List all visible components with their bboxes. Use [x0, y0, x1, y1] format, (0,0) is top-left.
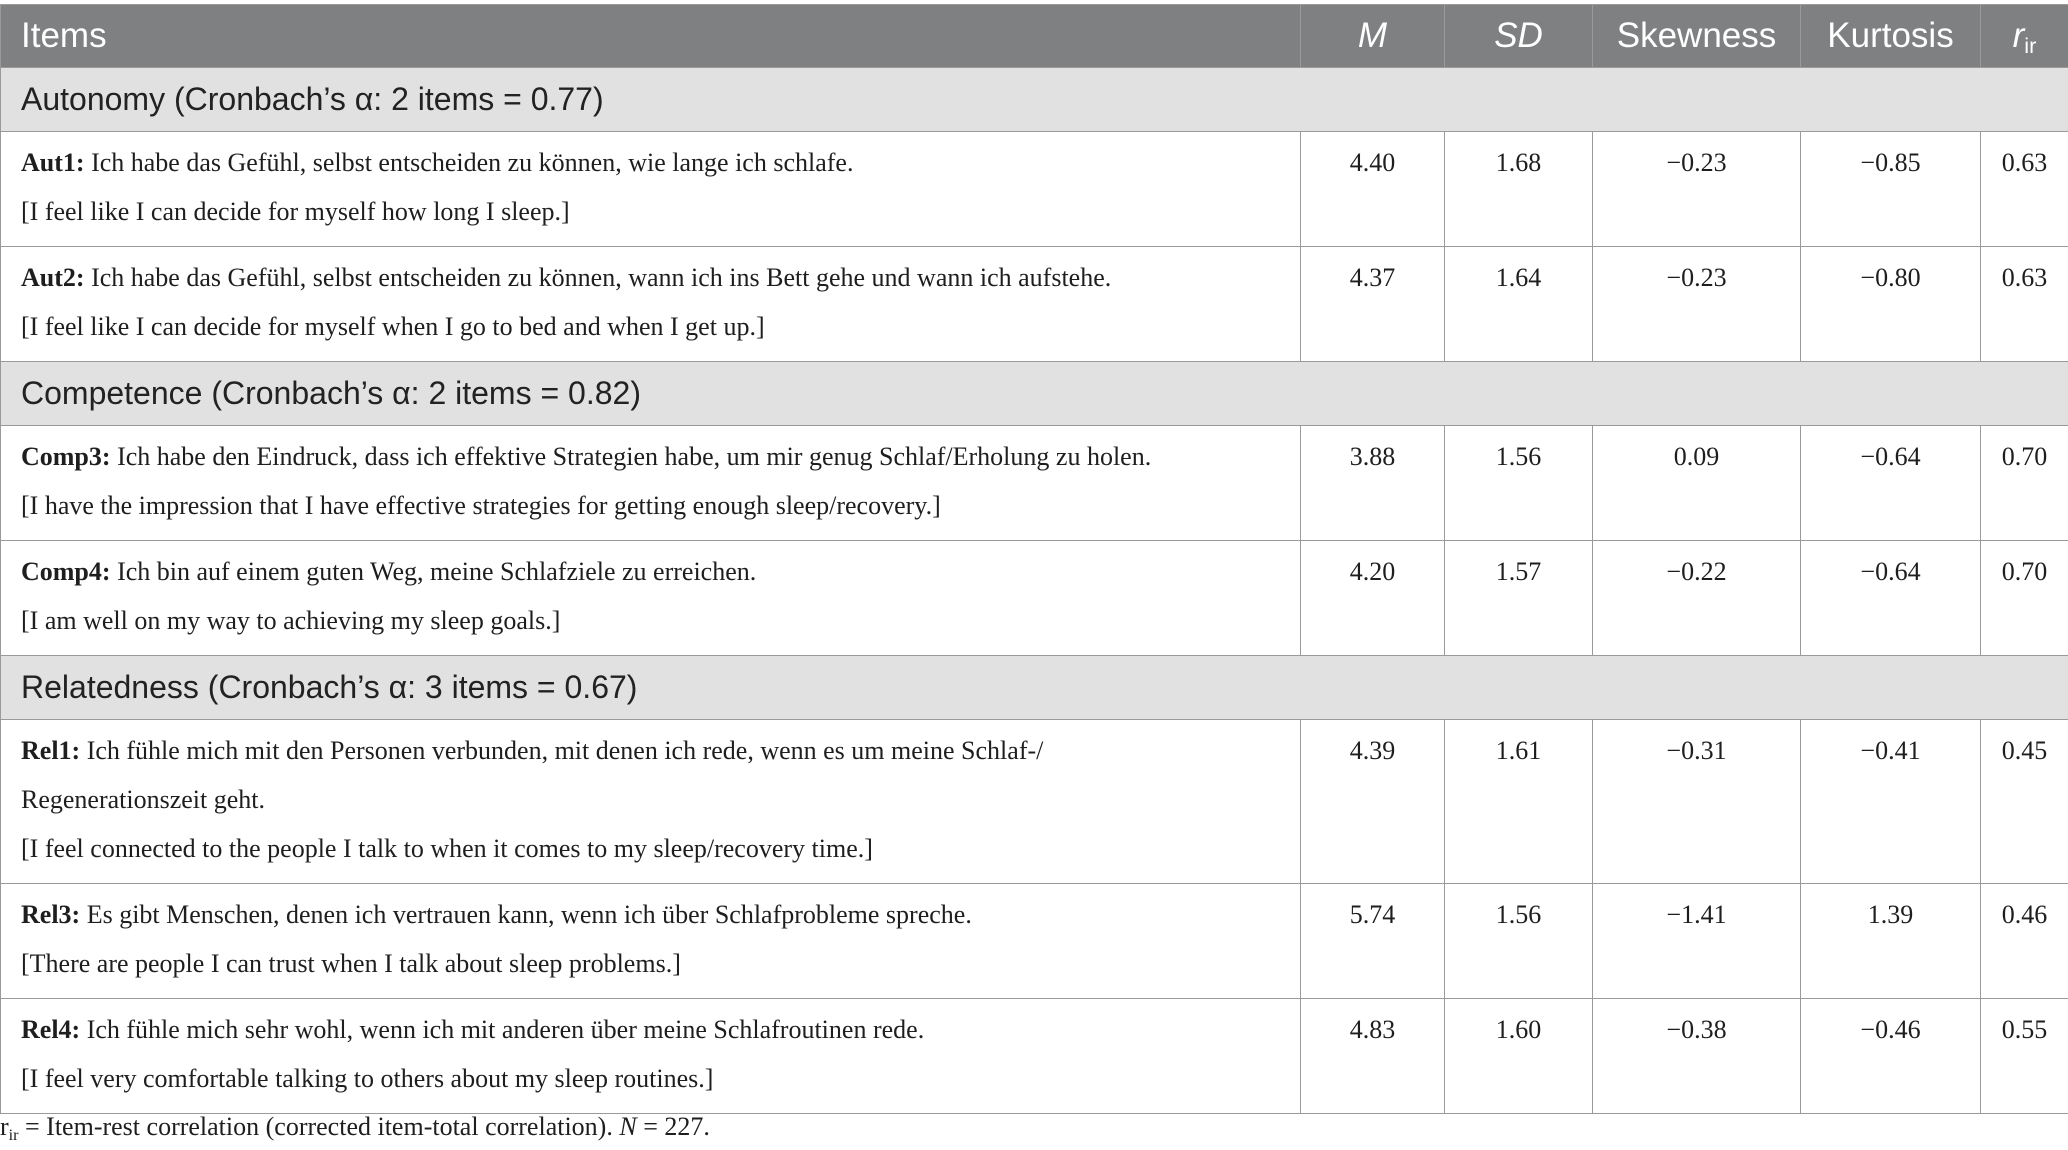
item-code: Rel1:	[21, 736, 81, 765]
item-text-cell	[1, 541, 1301, 656]
table-header	[1, 5, 2068, 68]
table-footnote	[0, 1112, 710, 1142]
item-text-cell	[1, 720, 1301, 884]
section-title: Relatedness (Cronbach’s α: 3 items = 0.67)	[1, 656, 2068, 720]
footnote-text: = Item-rest correlation (corrected item-total correlation).	[18, 1112, 620, 1141]
cell-skewness: −0.23	[1593, 132, 1801, 247]
cell-mean: 5.74	[1301, 884, 1445, 999]
header-mean	[1301, 5, 1445, 68]
section-row-relatedness	[1, 656, 2068, 720]
item-english: [There are people I can trust when I talk about sleep problems.]	[21, 949, 681, 978]
item-statistics-table	[0, 4, 2068, 1114]
cell-kurtosis: −0.64	[1801, 426, 1981, 541]
item-text-cell	[1, 426, 1301, 541]
cell-mean: 4.39	[1301, 720, 1445, 884]
table-container	[0, 4, 2068, 1114]
cell-kurtosis: −0.80	[1801, 247, 1981, 362]
item-english: [I am well on my way to achieving my sleep goals.]	[21, 606, 561, 635]
item-german: Ich habe den Eindruck, dass ich effektive Strategien habe, um mir genug Schlaf/Erholung zu holen.	[117, 442, 1152, 471]
header-mean-label: M	[1357, 16, 1388, 55]
cell-sd: 1.64	[1445, 247, 1593, 362]
section-row-competence	[1, 362, 2068, 426]
table-row-aut1	[1, 132, 2068, 247]
cell-kurtosis: −0.64	[1801, 541, 1981, 656]
cell-skewness: 0.09	[1593, 426, 1801, 541]
cell-kurtosis: −0.85	[1801, 132, 1981, 247]
cell-kurtosis: −0.41	[1801, 720, 1981, 884]
cell-rir: 0.63	[1981, 132, 2068, 247]
cell-skewness: −0.22	[1593, 541, 1801, 656]
item-text-cell	[1, 247, 1301, 362]
item-german: Ich habe das Gefühl, selbst entscheiden zu können, wie lange ich schlafe.	[91, 148, 854, 177]
cell-mean: 4.83	[1301, 999, 1445, 1114]
cell-sd: 1.68	[1445, 132, 1593, 247]
header-rir	[1981, 5, 2068, 68]
cell-sd: 1.56	[1445, 884, 1593, 999]
cell-sd: 1.56	[1445, 426, 1593, 541]
table-row-comp3	[1, 426, 2068, 541]
item-german: Ich bin auf einem guten Weg, meine Schlafziele zu erreichen.	[117, 557, 757, 586]
header-items: Items	[1, 5, 1301, 68]
table-row-rel1	[1, 720, 2068, 884]
table-row-aut2	[1, 247, 2068, 362]
cell-rir: 0.55	[1981, 999, 2068, 1114]
item-text-cell	[1, 884, 1301, 999]
item-text-cell	[1, 999, 1301, 1114]
table-body	[1, 68, 2068, 1114]
footnote-n-value: = 227.	[636, 1112, 710, 1141]
cell-rir: 0.46	[1981, 884, 2068, 999]
item-german-continued: Regenerationszeit geht.	[21, 785, 266, 814]
header-sd-label: SD	[1494, 16, 1543, 55]
header-skewness: Skewness	[1593, 5, 1801, 68]
section-title: Autonomy (Cronbach’s α: 2 items = 0.77)	[1, 68, 2068, 132]
item-code: Comp4:	[21, 557, 111, 586]
cell-skewness: −0.38	[1593, 999, 1801, 1114]
item-german: Ich fühle mich sehr wohl, wenn ich mit anderen über meine Schlafroutinen rede.	[86, 1015, 925, 1044]
cell-sd: 1.61	[1445, 720, 1593, 884]
cell-skewness: −1.41	[1593, 884, 1801, 999]
item-english: [I have the impression that I have effective strategies for getting enough sleep/recovery.]	[21, 491, 941, 520]
cell-skewness: −0.31	[1593, 720, 1801, 884]
section-row-autonomy	[1, 68, 2068, 132]
cell-kurtosis: 1.39	[1801, 884, 1981, 999]
table-row-rel4	[1, 999, 2068, 1114]
cell-rir: 0.45	[1981, 720, 2068, 884]
footnote-n-label: N	[619, 1112, 637, 1141]
header-sd	[1445, 5, 1593, 68]
cell-rir: 0.63	[1981, 247, 2068, 362]
cell-rir: 0.70	[1981, 541, 2068, 656]
item-code: Rel4:	[21, 1015, 81, 1044]
cell-rir: 0.70	[1981, 426, 2068, 541]
cell-mean: 4.40	[1301, 132, 1445, 247]
item-english: [I feel connected to the people I talk to when it comes to my sleep/recovery time.]	[21, 834, 873, 863]
item-code: Aut2:	[21, 263, 85, 292]
item-code: Comp3:	[21, 442, 111, 471]
item-german: Ich habe das Gefühl, selbst entscheiden zu können, wann ich ins Bett gehe und wann ich aufstehe.	[91, 263, 1112, 292]
header-rir-label: r	[2012, 16, 2025, 55]
table-row-comp4	[1, 541, 2068, 656]
item-german: Ich fühle mich mit den Personen verbunden, mit denen ich rede, wenn es um meine Schlaf-/	[86, 736, 1044, 765]
item-german: Es gibt Menschen, denen ich vertrauen kann, wenn ich über Schlafprobleme spreche.	[86, 900, 972, 929]
cell-sd: 1.60	[1445, 999, 1593, 1114]
footnote-r: r	[0, 1112, 9, 1141]
table-row-rel3	[1, 884, 2068, 999]
cell-skewness: −0.23	[1593, 247, 1801, 362]
cell-mean: 4.37	[1301, 247, 1445, 362]
cell-sd: 1.57	[1445, 541, 1593, 656]
item-code: Rel3:	[21, 900, 81, 929]
item-english: [I feel very comfortable talking to others about my sleep routines.]	[21, 1064, 714, 1093]
item-code: Aut1:	[21, 148, 85, 177]
cell-kurtosis: −0.46	[1801, 999, 1981, 1114]
cell-mean: 3.88	[1301, 426, 1445, 541]
item-english: [I feel like I can decide for myself when I go to bed and when I get up.]	[21, 312, 765, 341]
item-english: [I feel like I can decide for myself how long I sleep.]	[21, 197, 570, 226]
section-title: Competence (Cronbach’s α: 2 items = 0.82)	[1, 362, 2068, 426]
footnote-subscript: ir	[8, 1126, 19, 1144]
header-kurtosis: Kurtosis	[1801, 5, 1981, 68]
item-text-cell	[1, 132, 1301, 247]
header-rir-subscript: ir	[2024, 33, 2037, 59]
cell-mean: 4.20	[1301, 541, 1445, 656]
